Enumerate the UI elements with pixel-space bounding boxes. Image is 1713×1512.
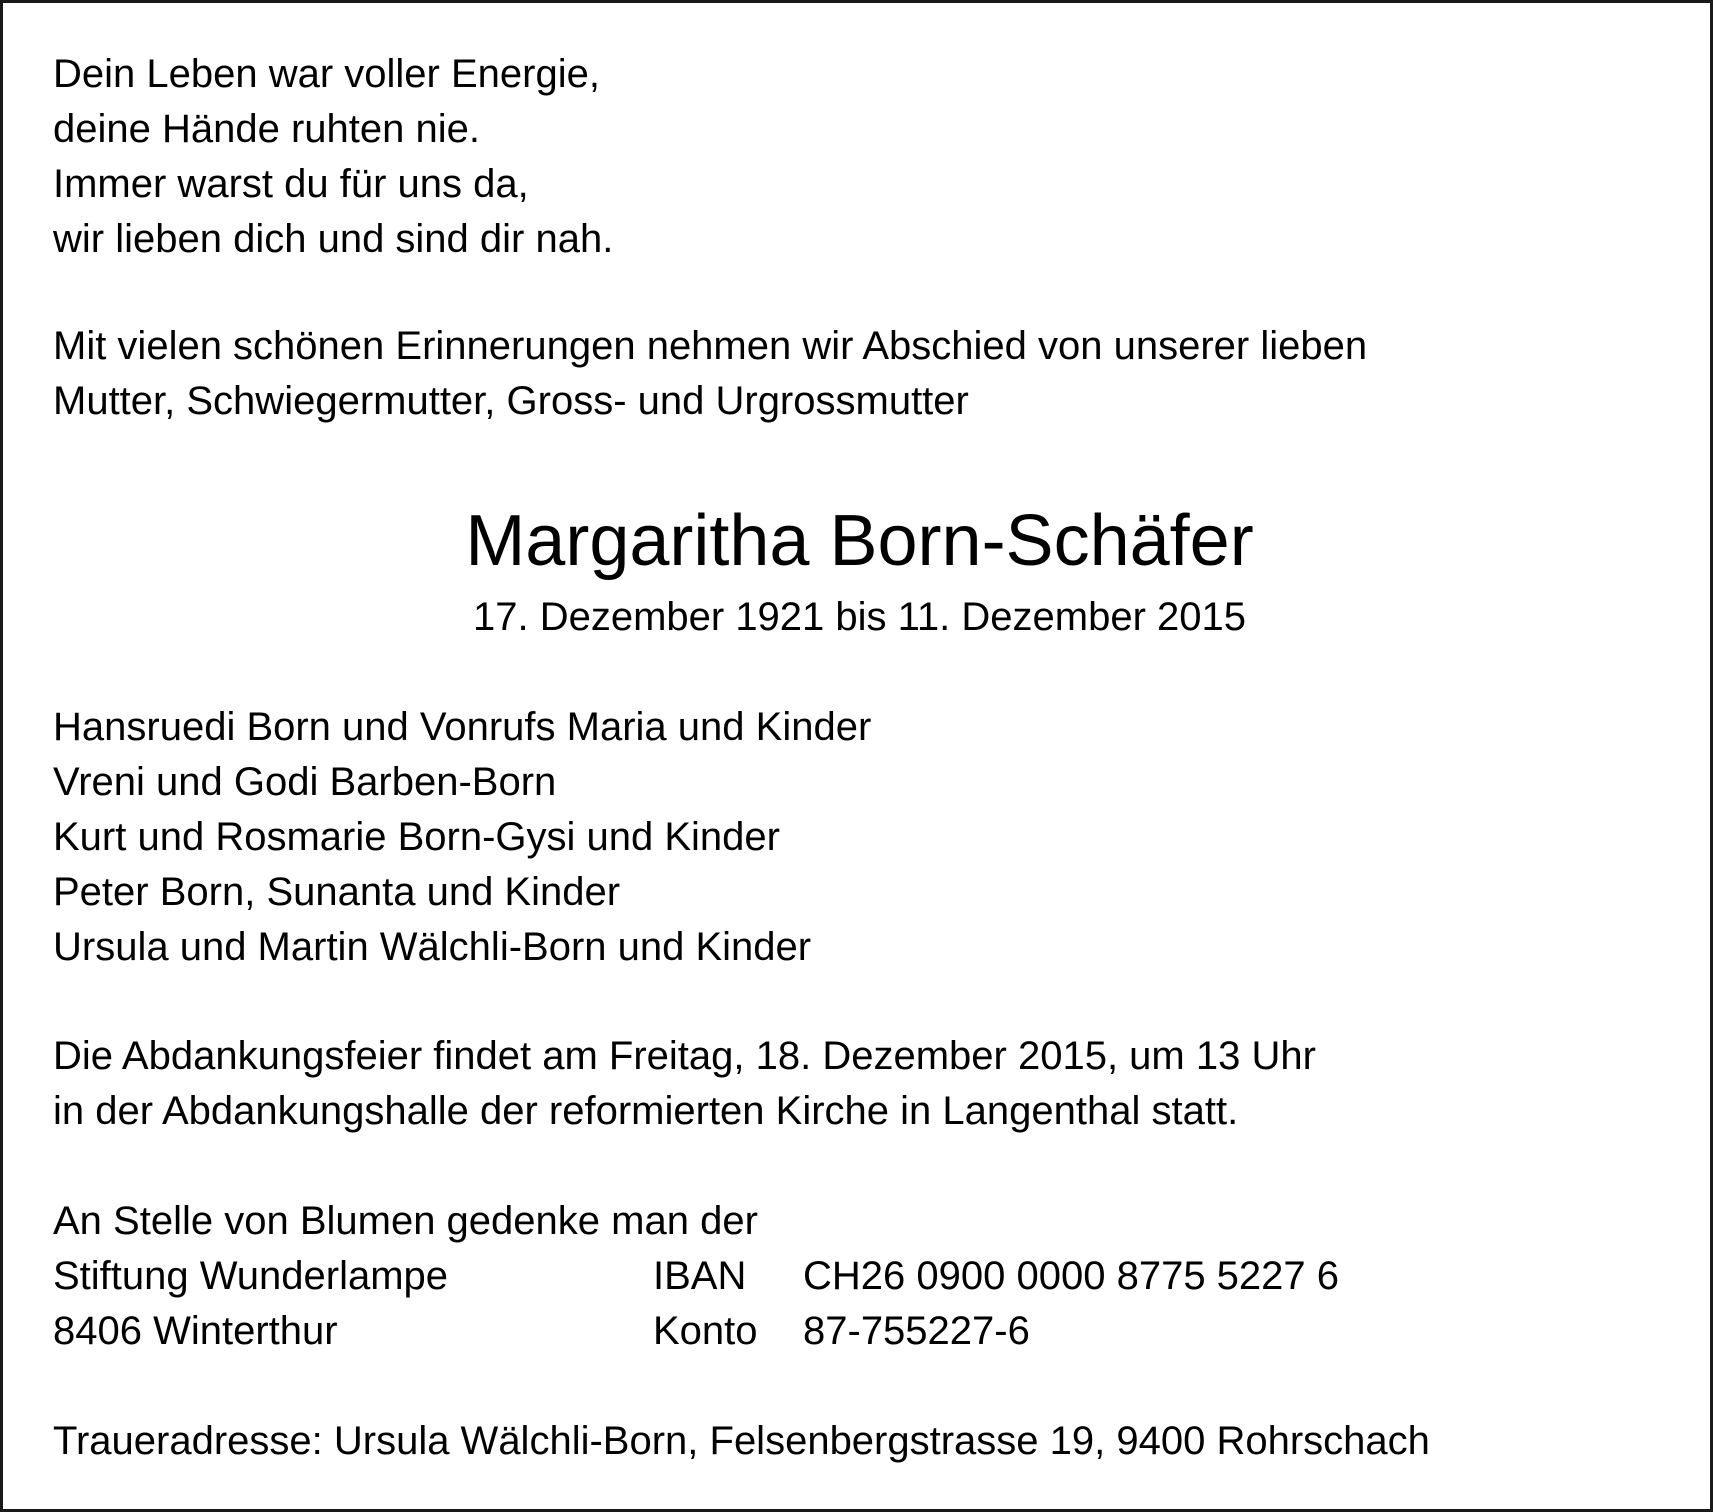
intro-line: Mit vielen schönen Erinnerungen nehmen wir Abschied von unserer lieben [53,324,1368,368]
iban-value: CH26 0900 0000 8775 5227 6 [803,1254,1340,1298]
mourning-address: Traueradresse: Ursula Wälchli-Born, Felsenbergstrasse 19, 9400 Rohrschach [53,1419,1430,1463]
mourner-line: Kurt und Rosmarie Born-Gysi und Kinder [53,815,780,859]
deceased-dates: 17. Dezember 1921 bis 11. Dezember 2015 [472,595,1247,639]
poem-line: wir lieben dich und sind dir nah. [53,217,614,261]
donation-intro: An Stelle von Blumen gedenke man der [53,1199,758,1243]
account-value: 87-755227-6 [803,1309,1030,1353]
ceremony-line: Die Abdankungsfeier findet am Freitag, 18. Dezember 2015, um 13 Uhr [53,1034,1316,1078]
poem-line: Immer warst du für uns da, [53,162,529,206]
deceased-name: Margaritha Born-Schäfer [465,501,1254,581]
mourner-line: Peter Born, Sunanta und Kinder [53,870,621,914]
iban-label: IBAN [653,1254,747,1298]
intro-line: Mutter, Schwiegermutter, Gross- und Urgrossmutter [53,379,969,423]
mourner-line: Ursula und Martin Wälchli-Born und Kinder [53,925,812,969]
donation-city: 8406 Winterthur [53,1309,338,1353]
mourner-line: Vreni und Godi Barben-Born [53,760,557,804]
mourner-line: Hansruedi Born und Vonrufs Maria und Kinder [53,705,872,749]
poem-line: Dein Leben war voller Energie, [53,52,600,96]
account-label: Konto [653,1309,758,1353]
poem-line: deine Hände ruhten nie. [53,107,480,151]
ceremony-line: in der Abdankungshalle der reformierten Kirche in Langenthal statt. [53,1089,1239,1133]
donation-foundation: Stiftung Wunderlampe [53,1254,449,1298]
